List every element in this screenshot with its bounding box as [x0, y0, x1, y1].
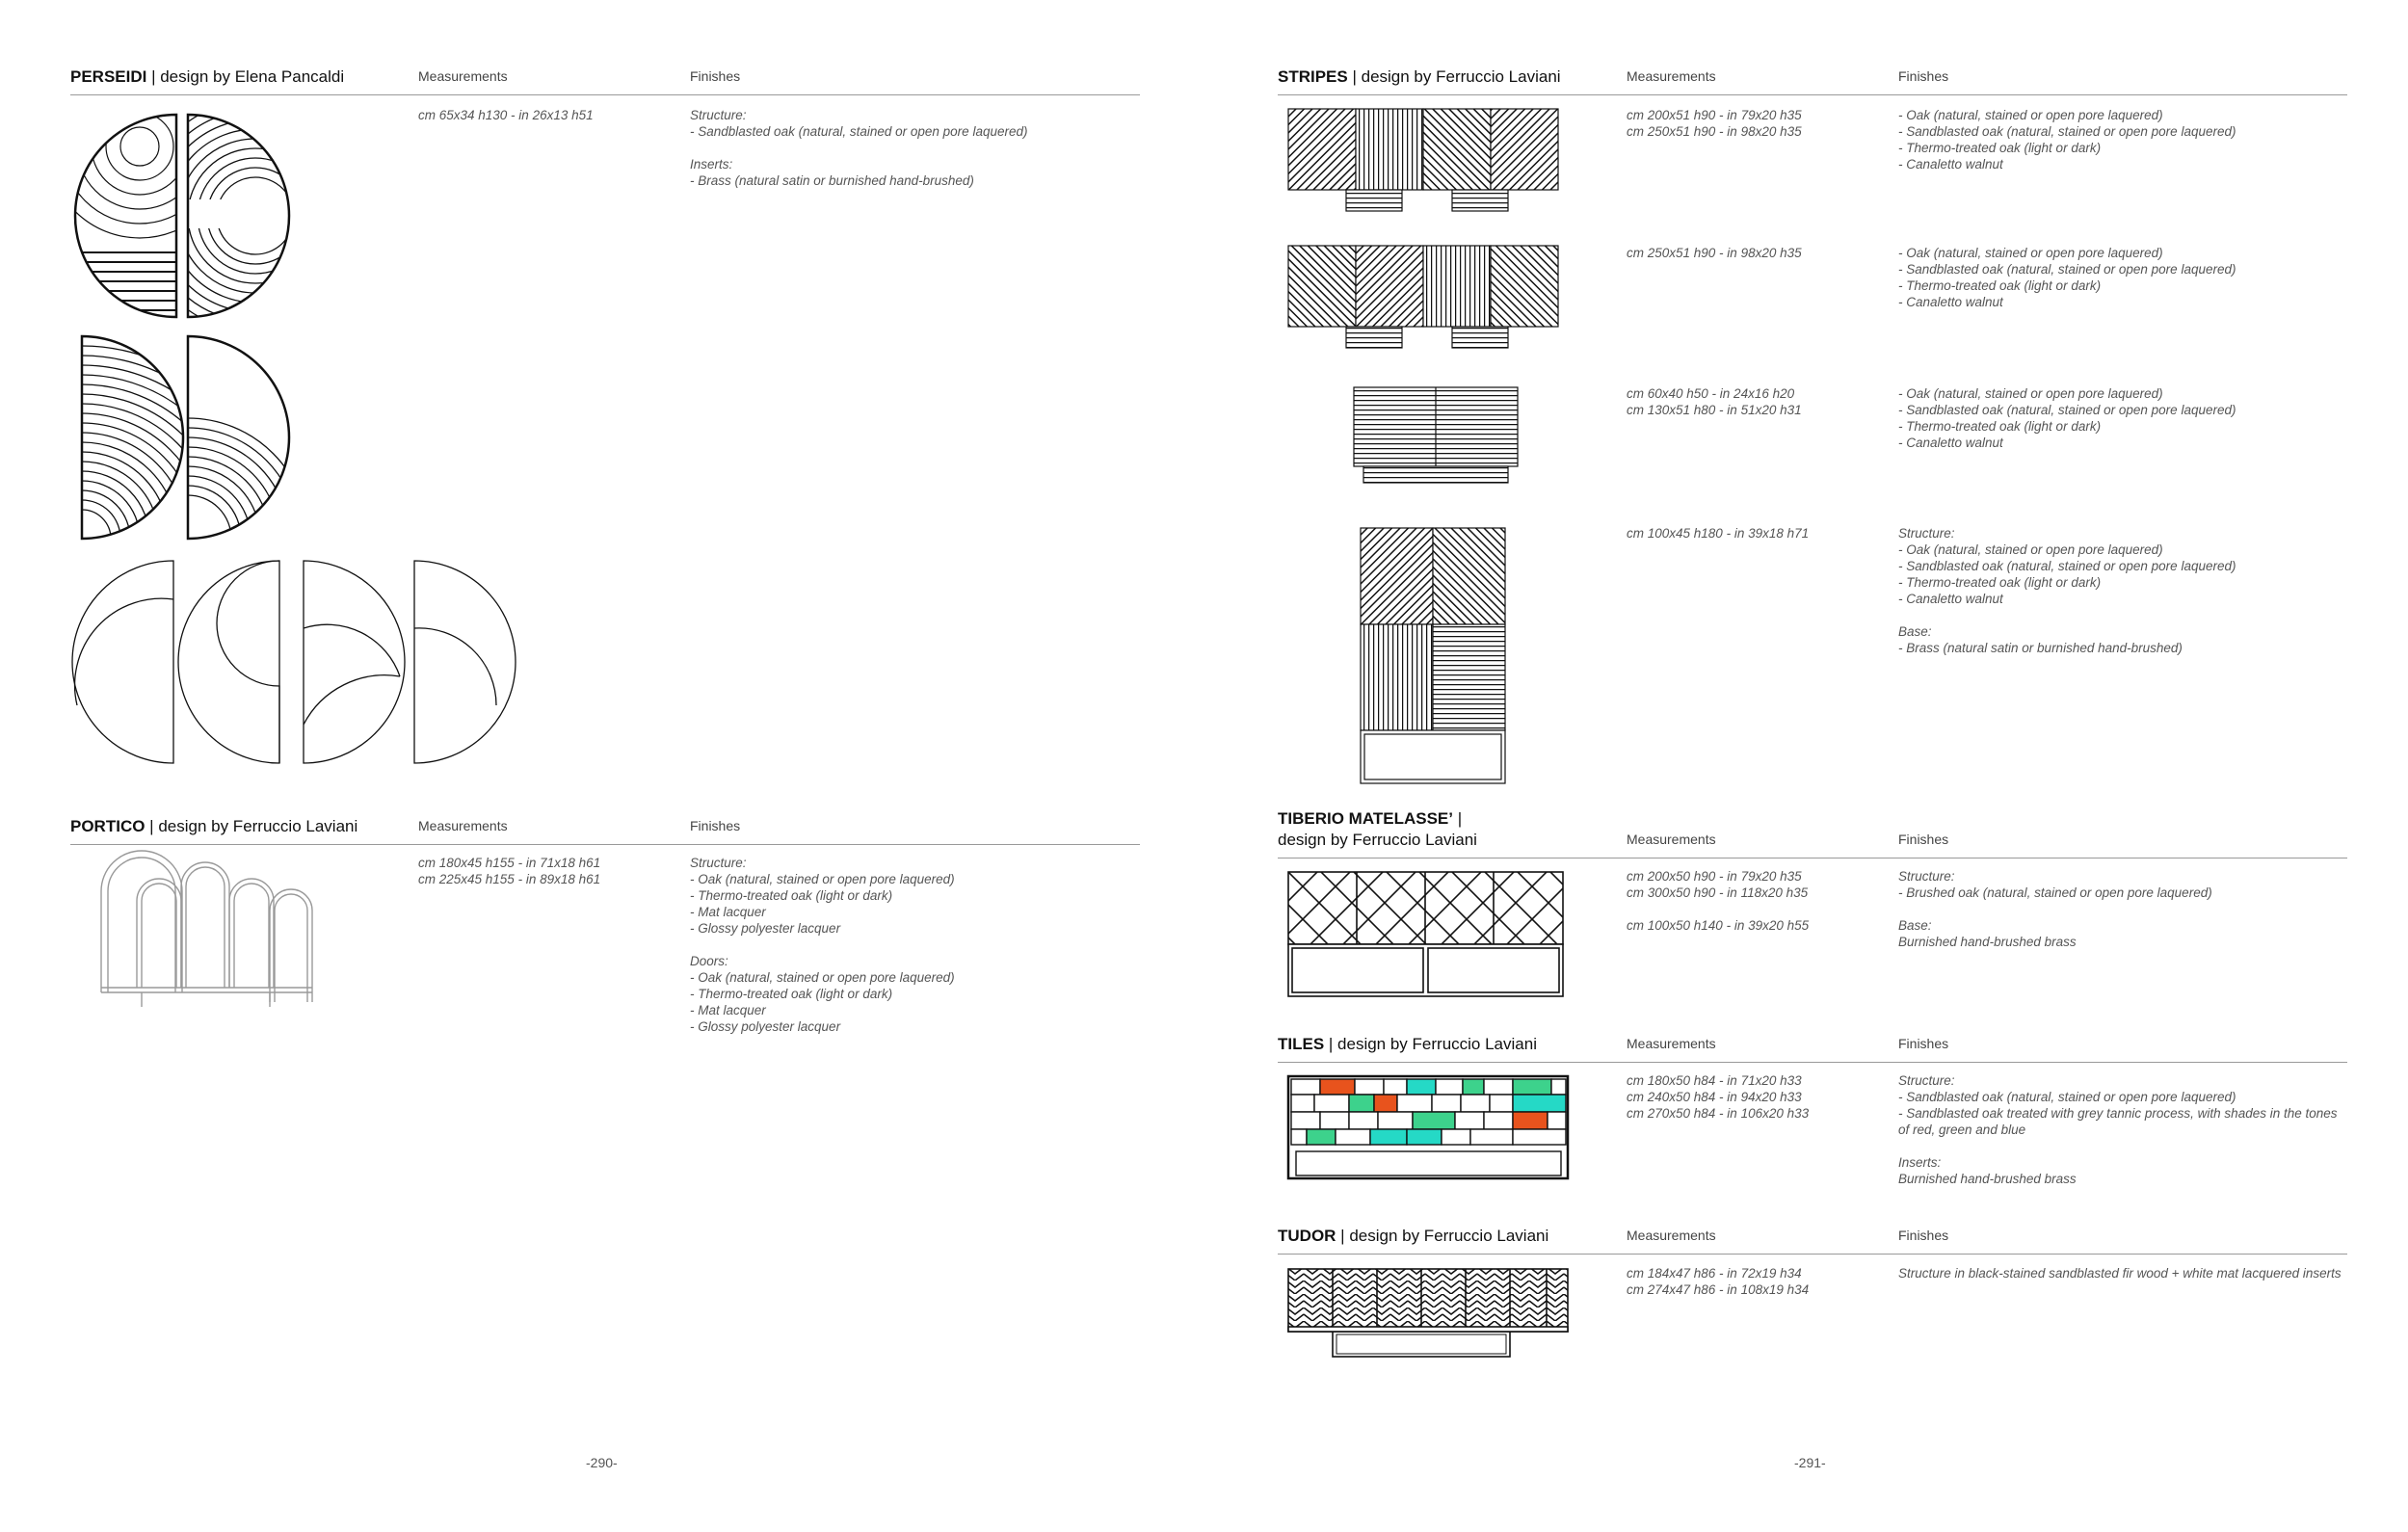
perseidi-finishes: Structure: - Sandblasted oak (natural, stained or open pore laquered) Inserts: - Brass (natural satin or burnished hand-brushed)	[690, 108, 1028, 188]
tiberio-finishes: Structure: - Brushed oak (natural, stained or open pore laquered) Base: Burnished hand-brushed brass	[1898, 869, 2212, 949]
stripes-cabinet-3	[1354, 387, 1518, 483]
stripes-row3-measurements: cm 60x40 h50 - in 24x16 h20 cm 130x51 h80 - in 51x20 h31	[1627, 386, 1802, 417]
tiberio-finishes-label: Finishes	[1898, 832, 1949, 847]
perseidi-measurements: cm 65x34 h130 - in 26x13 h51	[418, 108, 594, 122]
stripes-row4-finishes: Structure: - Oak (natural, stained or open pore laquered) - Sandblasted oak (natural, stained or open pore laquered) - Thermo-treated oak (light or dark) - Canaletto walnut Base: - Brass (natural satin or burnished hand-brushed)	[1898, 526, 2236, 655]
portico-illustration	[96, 853, 328, 1012]
tiles-illustration	[1286, 1074, 1575, 1185]
page-number-left: -290-	[586, 1455, 618, 1470]
stripes-title	[1278, 67, 1561, 87]
tiles-measurements-label: Measurements	[1627, 1036, 1716, 1051]
tiberio-measurements: cm 200x50 h90 - in 79x20 h35 cm 300x50 h90 - in 118x20 h35 cm 100x50 h140 - in 39x20 h55	[1627, 869, 1810, 933]
tudor-name: TUDOR	[1278, 1227, 1336, 1245]
stripes-row2-finishes: - Oak (natural, stained or open pore laquered) - Sandblasted oak (natural, stained or open pore laquered) - Thermo-treated oak (light or dark) - Canaletto walnut	[1898, 246, 2236, 309]
stripes-row4-measurements: cm 100x45 h180 - in 39x18 h71	[1627, 526, 1810, 541]
stripes-row2-measurements: cm 250x51 h90 - in 98x20 h35	[1627, 246, 1802, 260]
page-number-right: -291-	[1794, 1455, 1826, 1470]
portico-rule	[70, 844, 1140, 845]
stripes-finishes-label: Finishes	[1898, 68, 1949, 84]
tiberio-designer: design by Ferruccio Laviani	[1278, 831, 1477, 849]
tudor-finishes: Structure in black-stained sandblasted fir wood + white mat lacquered inserts	[1898, 1266, 2342, 1281]
tiles-designer: | design by Ferruccio Laviani	[1324, 1035, 1537, 1053]
stripes-cabinet-1	[1288, 109, 1558, 211]
tiles-finishes: Structure: - Sandblasted oak (natural, stained or open pore laquered) - Sandblasted oak treated with grey tannic process, with shades in the tones of red, green and blue Inserts: Burnished hand-brushed brass	[1898, 1073, 2338, 1186]
stripes-cabinet-4	[1361, 528, 1505, 783]
tiberio-measurements-label: Measurements	[1627, 832, 1716, 847]
tiles-finishes-label: Finishes	[1898, 1036, 1949, 1051]
stripes-cabinet-2	[1288, 246, 1558, 348]
tiles-title	[1278, 1035, 1537, 1054]
portico-designer: | design by Ferruccio Laviani	[145, 817, 358, 835]
perseidi-name: PERSEIDI	[70, 67, 147, 86]
perseidi-designer: | design by Elena Pancaldi	[146, 67, 345, 86]
tiles-measurements: cm 180x50 h84 - in 71x20 h33 cm 240x50 h84 - in 94x20 h33 cm 270x50 h84 - in 106x20 h33	[1627, 1073, 1810, 1121]
stripes-rule	[1278, 94, 2347, 95]
stripes-row1-measurements: cm 200x51 h90 - in 79x20 h35 cm 250x51 h90 - in 98x20 h35	[1627, 108, 1802, 139]
portico-measurements: cm 180x45 h155 - in 71x18 h61 cm 225x45 h155 - in 89x18 h61	[418, 856, 601, 886]
perseidi-panel-2	[111, 71, 400, 360]
stripes-designer: | design by Ferruccio Laviani	[1347, 67, 1561, 86]
portico-finishes-label: Finishes	[690, 818, 741, 833]
perseidi-panel-1	[48, 55, 231, 310]
tiles-name: TILES	[1278, 1035, 1325, 1053]
perseidi-measurements-label: Measurements	[418, 68, 508, 84]
tudor-designer: | design by Ferruccio Laviani	[1336, 1227, 1549, 1245]
tiles-rule	[1278, 1062, 2347, 1063]
tudor-finishes-label: Finishes	[1898, 1228, 1949, 1243]
perseidi-panel-outlines	[72, 561, 516, 763]
stripes-name: STRIPES	[1278, 67, 1348, 86]
tiberio-name-suffix: |	[1452, 809, 1463, 828]
tudor-rule	[1278, 1254, 2347, 1255]
perseidi-finishes-label: Finishes	[690, 68, 741, 84]
tiberio-name: TIBERIO MATELASSE’	[1278, 809, 1453, 828]
tiberio-illustration	[1286, 870, 1571, 1000]
portico-title	[70, 817, 357, 836]
tudor-title	[1278, 1227, 1548, 1246]
portico-measurements-label: Measurements	[418, 818, 508, 833]
stripes-illustrations	[1282, 106, 1580, 790]
tudor-illustration	[1286, 1267, 1575, 1363]
tudor-measurements: cm 184x47 h86 - in 72x19 h34 cm 274x47 h86 - in 108x19 h34	[1627, 1266, 1810, 1297]
stripes-measurements-label: Measurements	[1627, 68, 1716, 84]
tudor-measurements-label: Measurements	[1627, 1228, 1716, 1243]
perseidi-panel-3	[0, 346, 275, 731]
stripes-row3-finishes: - Oak (natural, stained or open pore laquered) - Sandblasted oak (natural, stained or open pore laquered) - Thermo-treated oak (light or dark) - Canaletto walnut	[1898, 386, 2236, 450]
portico-name: PORTICO	[70, 817, 146, 835]
stripes-row1-finishes: - Oak (natural, stained or open pore laquered) - Sandblasted oak (natural, stained or open pore laquered) - Thermo-treated oak (light or dark) - Canaletto walnut	[1898, 108, 2236, 172]
portico-finishes: Structure: - Oak (natural, stained or open pore laquered) - Thermo-treated oak (light or dark) - Mat lacquer - Glossy polyester lacquer Doors: - Oak (natural, stained or open pore laquered) - Thermo-treated oak (light or dark) - Mat lacquer - Glossy polyester lacquer	[690, 856, 955, 1034]
tiberio-title-line1	[1278, 809, 1462, 829]
perseidi-title	[70, 67, 344, 87]
perseidi-rule	[70, 94, 1140, 95]
perseidi-illustration	[72, 108, 525, 773]
